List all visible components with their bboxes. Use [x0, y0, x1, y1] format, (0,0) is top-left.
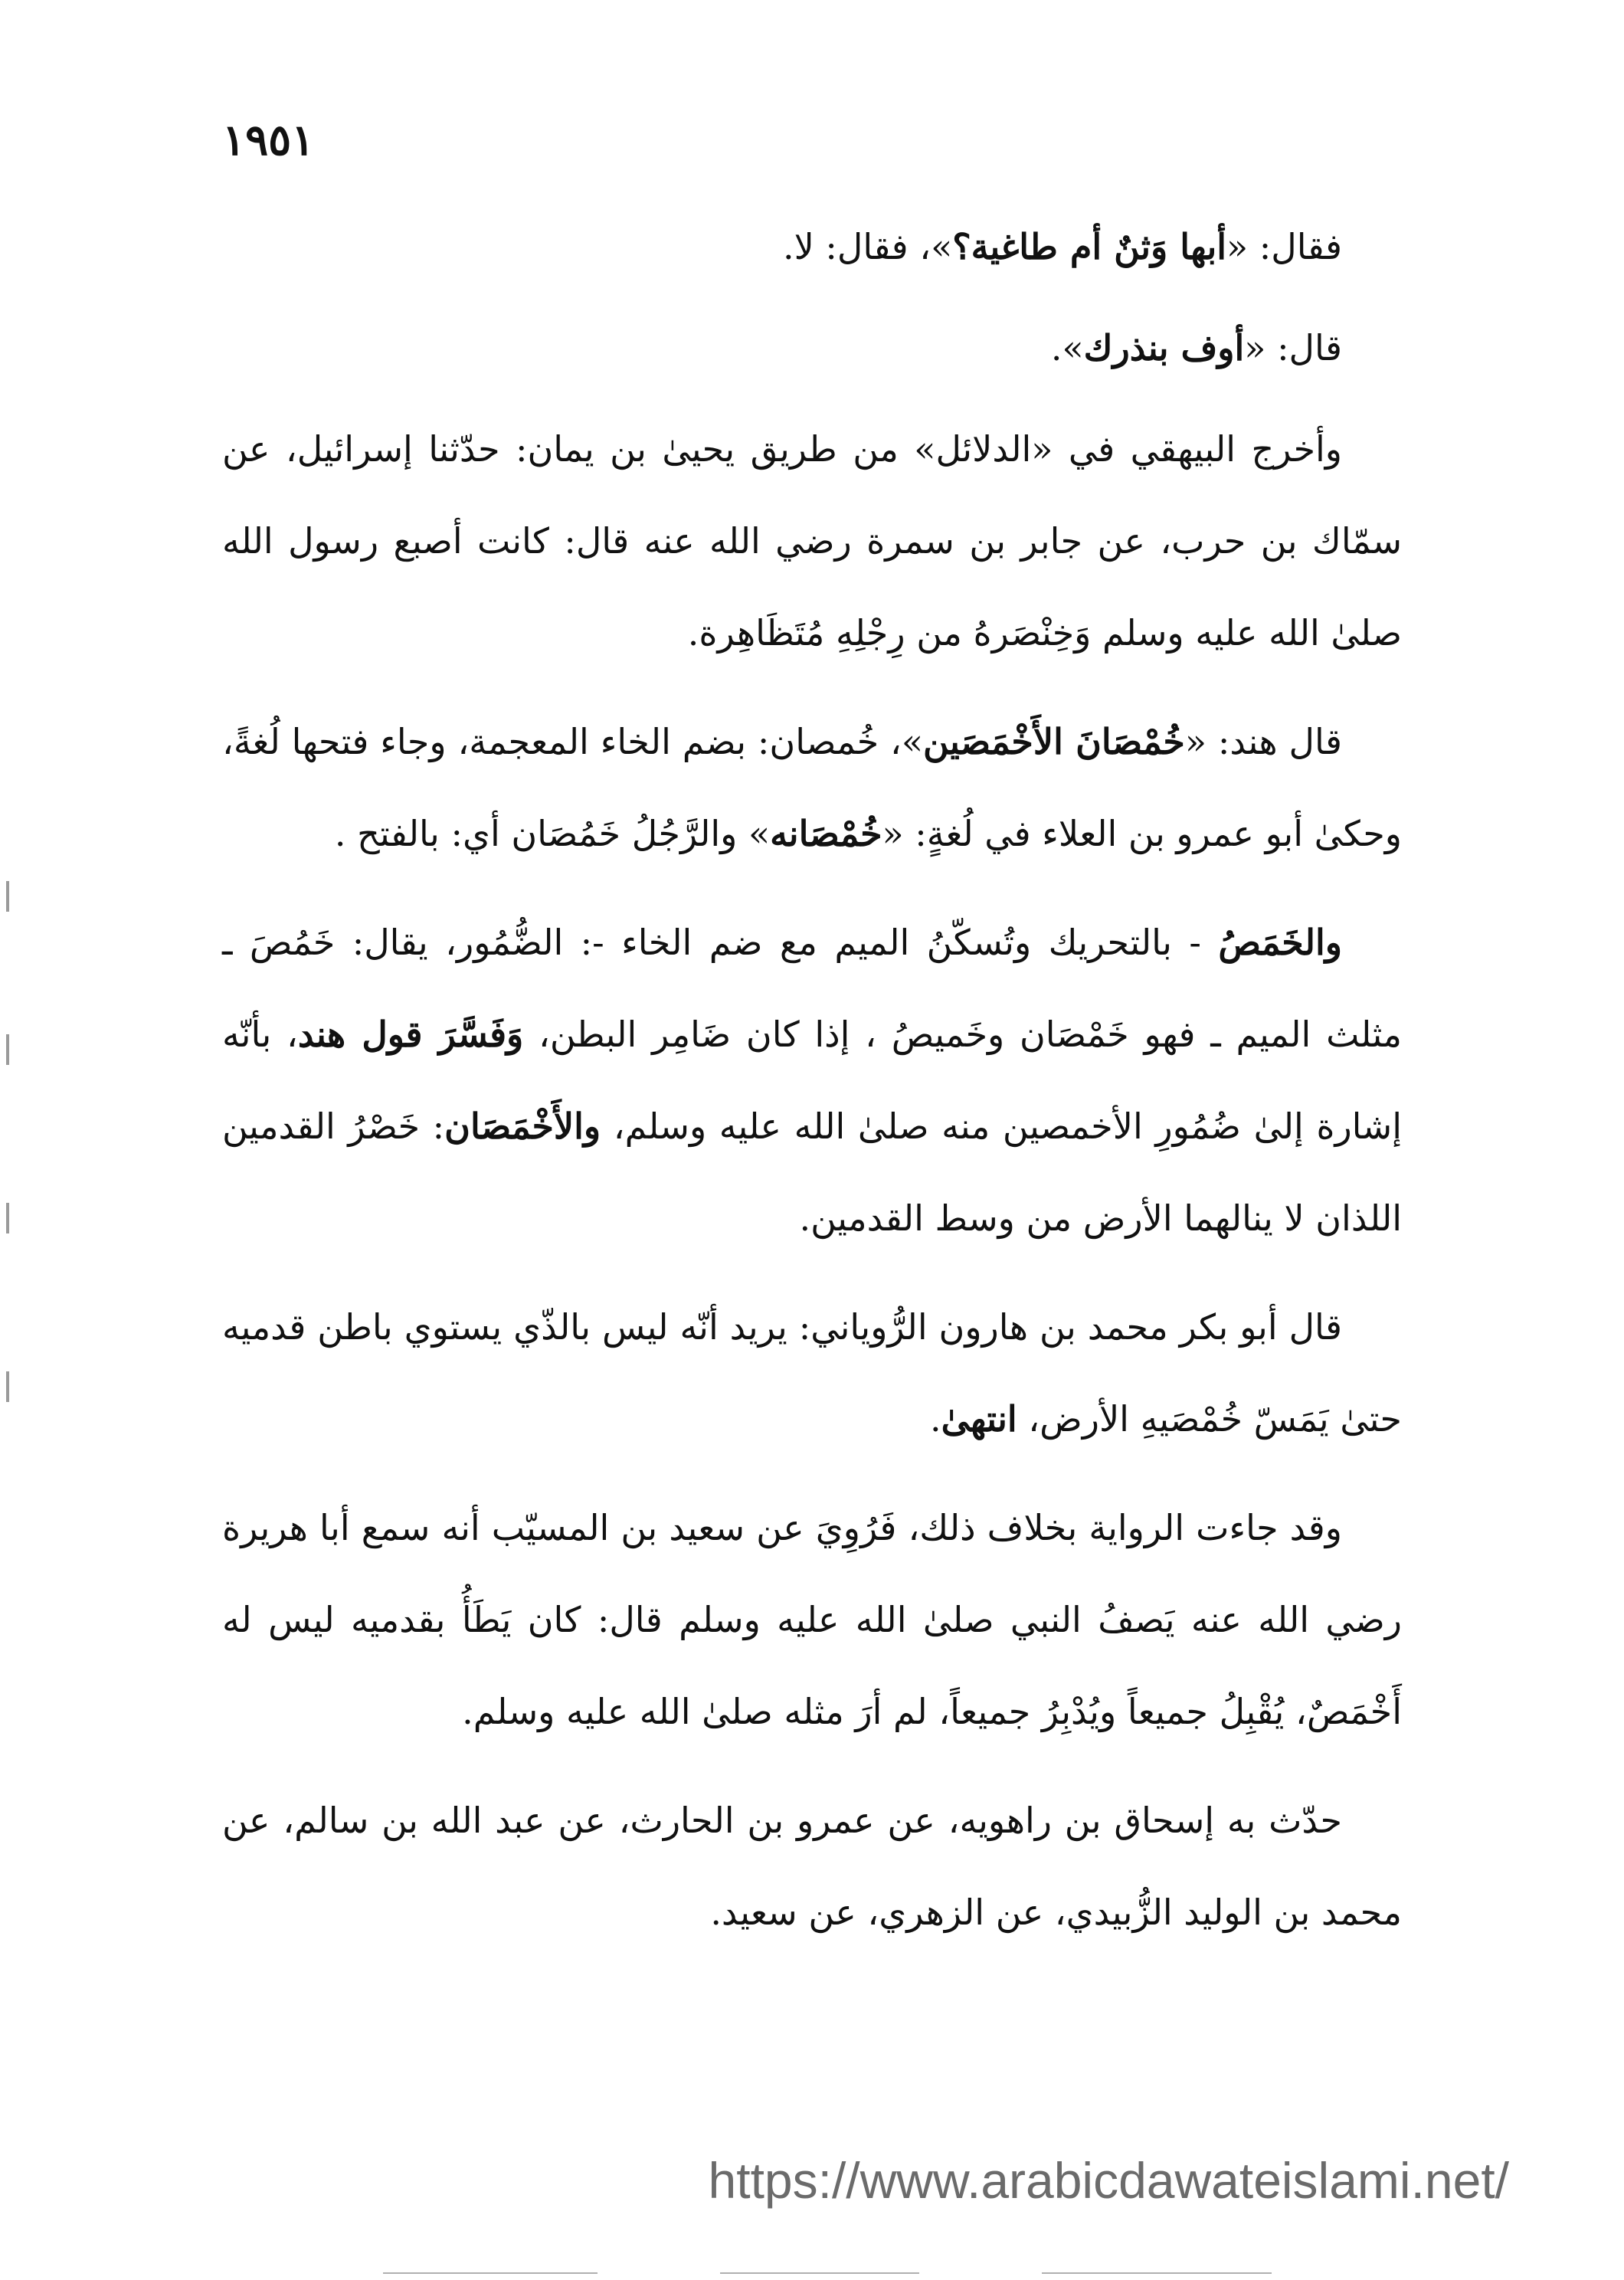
- text-run: - بالتحريك وتُسكّنُ الميم مع ضم الخاء -: الضُّمُور، يقال: خَمُصَ ـ مثلث الميم ـ فهو خَمْصَان وخَميصُ ، إذا كان ضَامِر البطن،: [222, 922, 1402, 1055]
- bold-text-run: أوف بنذرك: [1083, 327, 1245, 369]
- margin-ticks: [6, 881, 9, 1494]
- text-run: »، خُمصان: بضم الخاء المعجمة، وجاء فتحها لُغةً، وحكىٰ أبو عمرو بن العلاء في لُغةٍ: «: [222, 721, 1402, 854]
- bold-text-run: وَفَسَّرَ قول هند: [297, 1014, 524, 1055]
- text-run: » والرَّجُلُ خَمُصَان أي: بالفتح .: [334, 813, 771, 854]
- paragraph: [222, 201, 1402, 293]
- paragraph: [222, 896, 1402, 1264]
- paragraph: [222, 302, 1402, 394]
- bold-text-run: والأَخْمَصَان: [444, 1106, 601, 1147]
- bold-text-run: خُمْصَانَ الأَخْمَصَين: [923, 721, 1185, 762]
- paragraph: [222, 1774, 1402, 1958]
- text-run: وقد جاءت الرواية بخلاف ذلك، فَرُوِيَ عن سعيد بن المسيّب أنه سمع أبا هريرة رضي الله عنه يَصفُ النبي صلىٰ الله عليه وسلم قال: كان يَطَأُ بقدميه ليس له أَخْمَصٌ، يُقْبِلُ جميعاً ويُدْبِرُ جميعاً، لم أرَ مثله صلىٰ الله عليه وسلم.: [222, 1507, 1402, 1732]
- text-run: قال هند: «: [1184, 721, 1342, 762]
- page-number: ١٩٥١: [222, 115, 315, 165]
- text-run: ، بأنّه إشارة إلىٰ ضُمُورِ الأخمصين منه صلىٰ الله عليه وسلم،: [222, 1014, 1402, 1147]
- paragraph: [222, 403, 1402, 679]
- text-run: حدّث به إسحاق بن راهويه، عن عمرو بن الحارث، عن عبد الله بن سالم، عن محمد بن الوليد الزُّبيدي، عن الزهري، عن سعيد.: [222, 1800, 1402, 1933]
- document-body: [222, 201, 1402, 1975]
- text-run: .: [930, 1398, 941, 1440]
- text-run: وأخرج البيهقي في «الدلائل» من طريق يحيىٰ بن يمان: حدّثنا إسرائيل، عن سمّاك بن حرب، عن جابر بن سمرة رضي الله عنه قال: كانت أصبع رسول الله صلىٰ الله عليه وسلم وَخِنْصَرهُ من رِجْلِهِ مُتَظَاهِرة.: [222, 428, 1402, 654]
- bold-text-run: خُمْصَانه: [770, 813, 882, 854]
- bold-text-run: انتهىٰ: [941, 1398, 1017, 1440]
- text-run: ».: [1050, 327, 1084, 369]
- bottom-rule-lines: [383, 2271, 1379, 2277]
- paragraph: [222, 1281, 1402, 1465]
- paragraph: [222, 696, 1402, 880]
- bold-text-run: والخَمَصُ: [1218, 922, 1342, 963]
- text-run: : خَصْرُ القدمين اللذان لا ينالهما الأرض من وسط القدمين.: [222, 1106, 1402, 1239]
- text-run: قال أبو بكر محمد بن هارون الرُّوياني: يريد أنّه ليس بالذّي يستوي باطن قدميه حتىٰ يَمَسّ خُمْصَيهِ الأرض،: [222, 1306, 1402, 1440]
- text-run: فقال: «: [1226, 226, 1342, 267]
- text-run: قال: «: [1244, 327, 1342, 369]
- bold-text-run: أبها وَثنٌ أم طاغية؟: [952, 226, 1227, 267]
- watermark-url: https://www.arabicdawateislami.net/: [708, 2152, 1509, 2209]
- text-run: »، فقال: لا.: [782, 226, 953, 267]
- paragraph: [222, 1482, 1402, 1758]
